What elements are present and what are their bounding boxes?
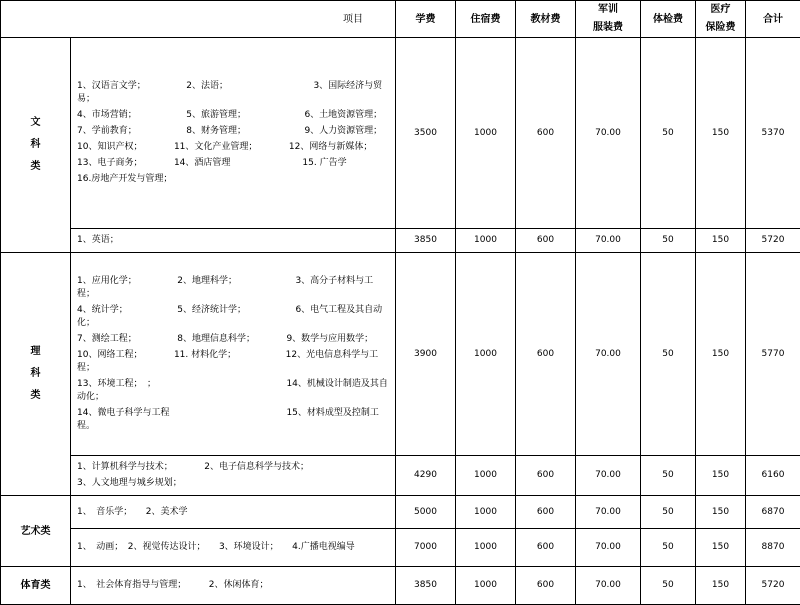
major-line: 13、电子商务； 14、酒店管理 15. 广告学 (77, 158, 347, 168)
major-line: 3、人文地理与城乡规划； (77, 478, 182, 488)
medical-cell: 150 (696, 229, 746, 253)
category-science (1, 253, 71, 496)
textbook-cell: 600 (516, 38, 576, 229)
table-row (1, 229, 800, 253)
physical-cell: 50 (641, 529, 696, 567)
tuition-cell: 3900 (396, 253, 456, 456)
textbook-cell: 600 (516, 567, 576, 605)
medical-cell: 150 (696, 567, 746, 605)
tuition-cell: 5000 (396, 496, 456, 529)
lodging-cell: 1000 (456, 496, 516, 529)
textbook-cell: 600 (516, 229, 576, 253)
major-line: 10、知识产权； 11、文化产业管理； 12、网络与新媒体； (77, 142, 373, 152)
lodging-cell: 1000 (456, 529, 516, 567)
table-row (1, 253, 800, 456)
tuition-cell: 7000 (396, 529, 456, 567)
table-row (1, 567, 800, 605)
major-line: 14、微电子科学与工程 15、材料成型及控制工程。 (77, 408, 379, 431)
header-total: 合计 (746, 1, 800, 38)
total-cell: 5770 (746, 253, 800, 456)
total-cell: 5720 (746, 567, 800, 605)
table-row (1, 529, 800, 567)
majors-cell (71, 529, 396, 567)
major-line: 16.房地产开发与管理； (77, 174, 173, 184)
physical-cell: 50 (641, 496, 696, 529)
header-training (576, 1, 641, 38)
major-line: 7、学前教育； 8、财务管理； 9、人力资源管理； (77, 126, 383, 136)
majors-cell (71, 38, 396, 229)
category-sports: 体育类 (1, 567, 71, 605)
header-project: 项目 (1, 1, 396, 38)
training-cell: 70.00 (576, 567, 641, 605)
physical-cell: 50 (641, 253, 696, 456)
lodging-cell: 1000 (456, 456, 516, 496)
header-medical (696, 1, 746, 38)
medical-cell: 150 (696, 456, 746, 496)
category-art: 艺术类 (1, 496, 71, 567)
tuition-cell: 4290 (396, 456, 456, 496)
total-cell: 6870 (746, 496, 800, 529)
majors-cell (71, 496, 396, 529)
category-arts (1, 38, 71, 253)
major-line: 7、测绘工程； 8、地理信息科学； 9、数学与应用数学； (77, 334, 374, 344)
majors-cell (71, 253, 396, 456)
total-cell: 8870 (746, 529, 800, 567)
major-line: 13、环境工程； ； 14、机械设计制造及其自动化； (77, 379, 388, 402)
textbook-cell: 600 (516, 529, 576, 567)
header-medical-line2: 保险费 (705, 22, 736, 33)
majors-cell (71, 229, 396, 253)
major-line: 1、英语； (77, 235, 119, 245)
header-lodging: 住宿费 (456, 1, 516, 38)
major-line: 1、 动画； 2、视觉传达设计； 3、环境设计； 4.广播电视编导 (77, 542, 355, 552)
medical-cell: 150 (696, 253, 746, 456)
major-line: 4、市场营销； 5、旅游管理； 6、土地资源管理； (77, 110, 383, 120)
total-cell: 6160 (746, 456, 800, 496)
tuition-cell: 3500 (396, 38, 456, 229)
training-cell: 70.00 (576, 253, 641, 456)
training-cell: 70.00 (576, 456, 641, 496)
lodging-cell: 1000 (456, 567, 516, 605)
lodging-cell: 1000 (456, 229, 516, 253)
header-tuition: 学费 (396, 1, 456, 38)
total-cell: 5720 (746, 229, 800, 253)
physical-cell: 50 (641, 229, 696, 253)
major-line: 4、统计学； 5、经济统计学； 6、电气工程及其自动化； (77, 305, 383, 328)
tuition-cell: 3850 (396, 567, 456, 605)
header-row (1, 1, 800, 38)
major-line: 1、汉语言文学； 2、法语； 3、国际经济与贸易； (77, 81, 383, 104)
lodging-cell: 1000 (456, 253, 516, 456)
header-training-line1: 军训 (598, 4, 618, 15)
medical-cell: 150 (696, 38, 746, 229)
table-row (1, 496, 800, 529)
tuition-cell: 3850 (396, 229, 456, 253)
table-row (1, 456, 800, 496)
header-physical: 体检费 (641, 1, 696, 38)
major-line: 1、 音乐学； 2、美术学 (77, 506, 188, 517)
medical-cell: 150 (696, 529, 746, 567)
header-textbook: 教材费 (516, 1, 576, 38)
category-science-label: 理 科 类 (30, 346, 41, 401)
majors-cell (71, 567, 396, 605)
category-arts-label: 文 科 类 (30, 117, 41, 172)
header-training-line2: 服装费 (593, 22, 623, 33)
training-cell: 70.00 (576, 38, 641, 229)
textbook-cell: 600 (516, 253, 576, 456)
major-line: 10、网络工程； 11. 材料化学； 12、光电信息科学与工程； (77, 350, 379, 373)
major-line: 1、计算机科学与技术； 2、电子信息科学与技术； (77, 462, 309, 472)
textbook-cell: 600 (516, 496, 576, 529)
major-line: 1、 社会体育指导与管理； 2、休闲体育； (77, 580, 269, 590)
training-cell: 70.00 (576, 229, 641, 253)
physical-cell: 50 (641, 567, 696, 605)
total-cell: 5370 (746, 38, 800, 229)
training-cell: 70.00 (576, 529, 641, 567)
physical-cell: 50 (641, 456, 696, 496)
major-line: 1、应用化学； 2、地理科学； 3、高分子材料与工程； (77, 276, 374, 299)
lodging-cell: 1000 (456, 38, 516, 229)
header-medical-line1: 医疗 (710, 4, 731, 15)
majors-cell (71, 456, 396, 496)
medical-cell: 150 (696, 496, 746, 529)
textbook-cell: 600 (516, 456, 576, 496)
physical-cell: 50 (641, 38, 696, 229)
table-row (1, 38, 800, 229)
training-cell: 70.00 (576, 496, 641, 529)
